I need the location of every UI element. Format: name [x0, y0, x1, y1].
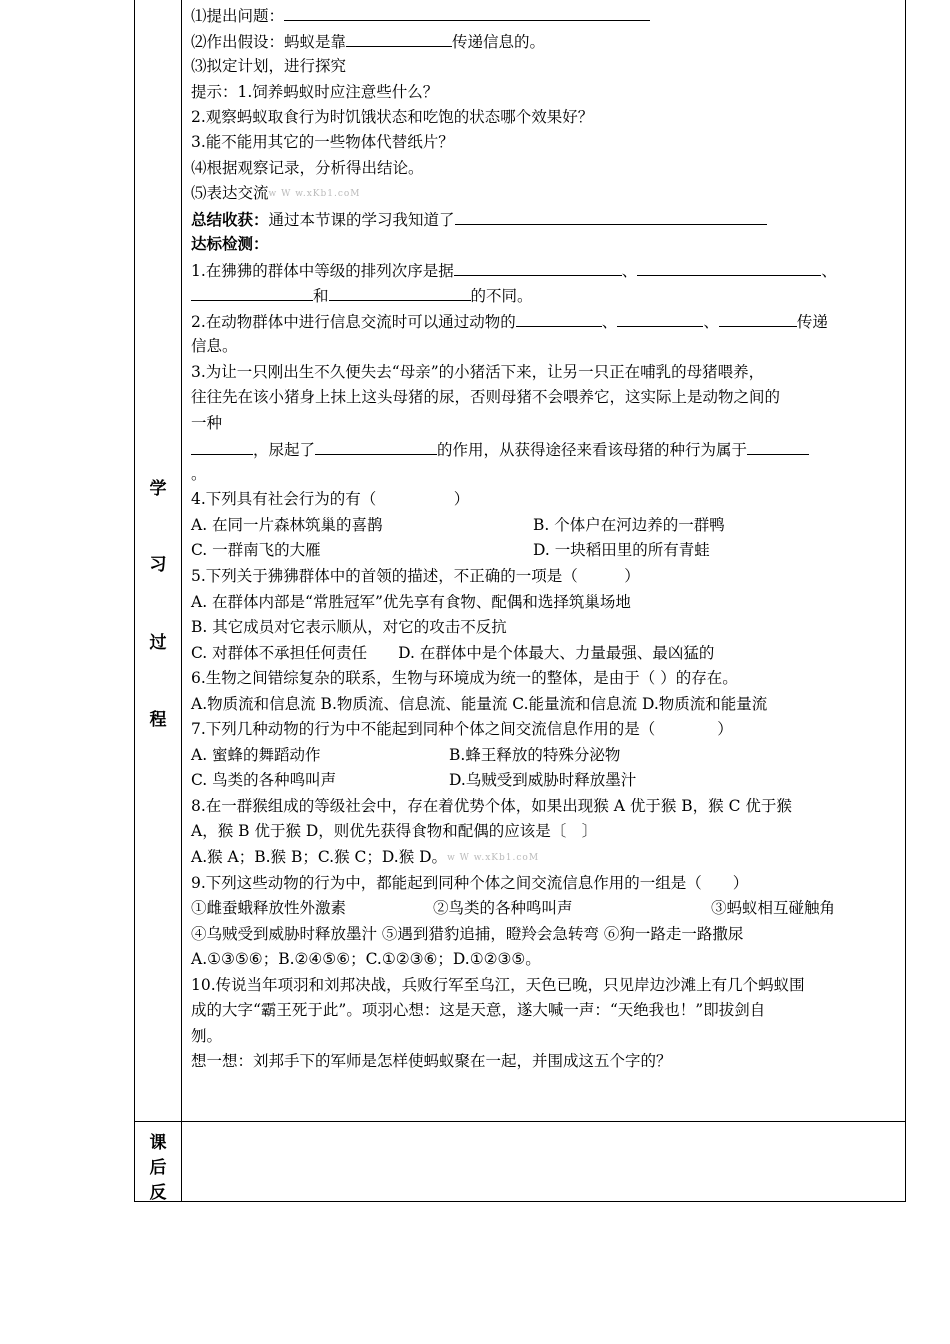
- option-b: B. 其它成员对它表示顺从，对它的攻击不反抗: [191, 618, 507, 636]
- side-label-char: 反: [149, 1183, 167, 1203]
- question-3: 3.为让一只刚出生不久便失去“母亲”的小猪活下来，让另一只正在哺乳的母猪喂养，: [191, 363, 765, 381]
- option-d: D. 一块稻田里的所有青蛙: [533, 541, 710, 559]
- question-10-cont: 刎。: [191, 1027, 223, 1045]
- question-6: 6.生物之间错综复杂的联系，生物与环境成为统一的整体，是由于（ ）的存在。: [191, 669, 738, 687]
- step-communicate: ⑸表达交流w W w.xKb1.coM: [191, 184, 361, 202]
- row-divider: [135, 1121, 905, 1122]
- side-label-char: 习: [149, 555, 167, 575]
- question-8-cont: A，猴 B 优于猴 D，则优先获得食物和配偶的应该是〔 〕: [191, 822, 598, 840]
- question-3-end: 。: [191, 465, 207, 483]
- step-plan: ⑶拟定计划，进行探究: [191, 57, 347, 75]
- summary-label: 总结收获：: [191, 210, 269, 229]
- answer-blank[interactable]: [747, 437, 809, 455]
- think-prompt: 想一想：刘邦手下的军师是怎样使蚂蚁聚在一起，并围成这五个字的？: [191, 1052, 672, 1070]
- question-7: 7.下列几种动物的行为中不能起到同种个体之间交流信息作用的是（ ）: [191, 720, 733, 738]
- side-label-char: 程: [149, 710, 167, 730]
- question-1: 1.在狒狒的群体中等级的排列次序是据 、 、: [191, 258, 837, 282]
- option-d: D.乌贼受到威胁时释放墨汁: [449, 771, 637, 789]
- answer-blank[interactable]: [284, 3, 650, 21]
- side-label-column: [135, 0, 182, 1201]
- option-a: A. 在同一片森林筑巢的喜鹊: [191, 516, 383, 534]
- answer-blank[interactable]: [191, 437, 253, 455]
- option-c: C. 一群南飞的大雁: [191, 541, 321, 559]
- question-7-options: [191, 768, 637, 792]
- answer-blank[interactable]: [617, 309, 703, 327]
- answer-blank[interactable]: [719, 309, 797, 327]
- question-3-cont: 一种: [191, 414, 223, 432]
- question-9: 9.下列这些动物的行为中，都能起到同种个体之间交流信息作用的一组是（ ）: [191, 874, 749, 892]
- question-6-options: A.物质流和信息流 B.物质流、信息流、能量流 C.能量流和信息流 D.物质流和能量流: [191, 695, 768, 713]
- question-7-options: [191, 743, 621, 767]
- question-9-items: ④乌贼受到威胁时释放墨汁 ⑤遇到猎豹追捕，瞪羚会急转弯 ⑥狗一路走一路撒尿: [191, 925, 744, 943]
- question-3-cont: ，尿起了 的作用，从获得途径来看该母猪的种行为属于: [191, 437, 809, 461]
- hint-line: 3.能不能用其它的一些物体代替纸片？: [191, 133, 454, 151]
- side-label-char: 后: [149, 1158, 167, 1178]
- hint-line: 提示：1.饲养蚂蚁时应注意些什么？: [191, 83, 439, 101]
- side-label-char: 学: [149, 479, 167, 499]
- question-3-cont: 往往先在该小猪身上抹上这头母猪的尿，否则母猪不会喂养它，这实际上是动物之间的: [191, 388, 781, 406]
- option-a: A. 在群体内部是“常胜冠军”优先享有食物、配偶和选择筑巢场地: [191, 593, 631, 611]
- hint-line: 2.观察蚂蚁取食行为时饥饿状态和吃饱的状态哪个效果好？: [191, 108, 594, 126]
- worksheet-table: [134, 0, 906, 1202]
- question-8-options: A.猴 A；B.猴 B；C.猴 C；D.猴 D。w W w.xKb1.coM: [191, 848, 540, 866]
- option-c: C. 鸟类的各种鸣叫声: [191, 771, 337, 789]
- summary-line: 总结收获：通过本节课的学习我知道了: [191, 207, 767, 231]
- step-question: ⑴提出问题：: [191, 3, 650, 27]
- question-8: 8.在一群猴组成的等级社会中，存在着优势个体，如果出现猴 A 优于猴 B，猴 C 优于猴: [191, 797, 792, 815]
- question-10: 10.传说当年项羽和刘邦决战，兵败行军至乌江，天色已晚，只见岸边沙滩上有几个蚂蚁围: [191, 976, 805, 994]
- item-1: ①雌蚕蛾释放性外激素: [191, 899, 347, 917]
- answer-blank[interactable]: [191, 283, 313, 301]
- answer-blank[interactable]: [346, 29, 452, 47]
- question-1-cont: 和 的不同。: [191, 283, 533, 307]
- option-b: B.蜂王释放的特殊分泌物: [449, 746, 621, 764]
- item-3: ③蚂蚁相互碰触角: [711, 899, 836, 917]
- question-10-cont: 成的大字“霸王死于此”。项羽心想：这是天意，遂大喊一声：“天绝我也！”即拔剑自: [191, 1001, 766, 1019]
- option-cd: C. 对群体不承担任何责任 D. 在群体中是个体最大、力量最强、最凶猛的: [191, 644, 715, 662]
- step-conclusion: ⑷根据观察记录，分析得出结论。: [191, 159, 424, 177]
- question-5: 5.下列关于狒狒群体中的首领的描述，不正确的一项是（ ）: [191, 567, 640, 585]
- side-label-char: 过: [149, 633, 167, 653]
- option-a: A. 蜜蜂的舞蹈动作: [191, 746, 321, 764]
- option-b: B. 个体户在河边养的一群鸭: [533, 516, 725, 534]
- watermark: w W w.xKb1.coM: [447, 853, 540, 863]
- answer-blank[interactable]: [454, 258, 622, 276]
- check-label: 达标检测：: [191, 234, 269, 253]
- question-4-options: [191, 538, 710, 562]
- watermark: w W w.xKb1.coM: [268, 189, 361, 199]
- answer-blank[interactable]: [329, 283, 471, 301]
- question-9-options: A.①③⑤⑥；B.②④⑤⑥；C.①②③⑥；D.①②③⑤。: [191, 950, 541, 968]
- answer-blank[interactable]: [516, 309, 602, 327]
- question-4: 4.下列具有社会行为的有（ ）: [191, 490, 470, 508]
- question-9-items: [191, 896, 836, 920]
- question-4-options: [191, 513, 725, 537]
- side-label-char: 课: [149, 1133, 167, 1153]
- answer-blank[interactable]: [455, 207, 767, 225]
- item-2: ②鸟类的各种鸣叫声: [433, 899, 573, 917]
- question-2: 2.在动物群体中进行信息交流时可以通过动物的 、 、 传递: [191, 309, 828, 333]
- step-hypothesis: ⑵作出假设：蚂蚁是靠 传递信息的。: [191, 29, 545, 53]
- answer-blank[interactable]: [315, 437, 437, 455]
- answer-blank[interactable]: [637, 258, 821, 276]
- question-2-cont: 信息。: [191, 337, 238, 355]
